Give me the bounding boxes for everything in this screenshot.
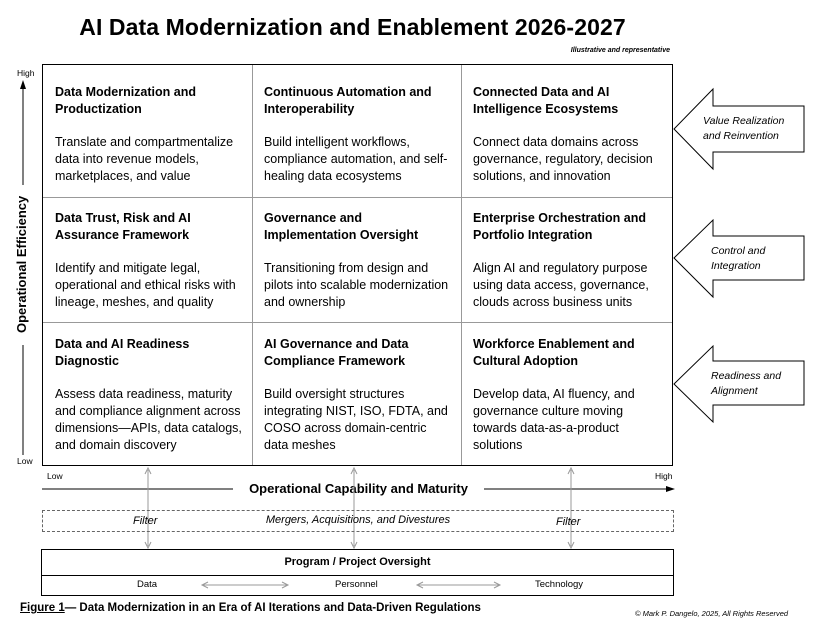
- cell-description: Align AI and regulatory purpose using data access, governance, clouds across business units: [473, 261, 649, 309]
- arrow-label-line: Value Realization: [703, 115, 785, 127]
- cell-heading: Data and AI Readiness Diagnostic: [55, 337, 190, 368]
- figure-label: Figure 1: [20, 602, 65, 614]
- illustrative-note: Illustrative and representative: [570, 47, 670, 54]
- oversight-title: Program / Project Oversight: [284, 556, 431, 568]
- y-axis-low: Low: [17, 456, 33, 466]
- cell-heading: Connected Data and AI Intelligence Ecosystems: [473, 85, 619, 116]
- arrow-label-line: Integration: [711, 260, 761, 272]
- cell-description: Identify and mitigate legal, operational and ethical risks with lineage, meshes, and quality: [55, 261, 236, 309]
- cell-heading: Data Trust, Risk and AI Assurance Framework: [55, 211, 191, 242]
- cell-description: Build intelligent workflows, compliance automation, and self-healing data ecosystems: [264, 135, 448, 183]
- x-axis-label: Operational Capability and Maturity: [249, 481, 468, 496]
- arrow-label-line: Readiness and: [711, 370, 782, 382]
- cell-description: Assess data readiness, maturity and compliance alignment across dimensions—APIs, data catalogs, and domain discovery: [55, 387, 242, 452]
- cell-heading: Workforce Enablement and Cultural Adoption: [473, 337, 635, 368]
- cell-heading: AI Governance and Data Compliance Framework: [264, 337, 409, 368]
- y-axis-label: Operational Efficiency: [14, 195, 29, 333]
- cell-description: Build oversight structures integrating NIST, ISO, FDTA, and COSO across domain-centric data meshes: [264, 387, 448, 452]
- cell-description: Connect data domains across governance, regulatory, decision solutions, and innovation: [473, 135, 653, 183]
- filter-left-label: Filter: [133, 515, 158, 527]
- copyright-notice: © Mark P. Dangelo, 2025, All Rights Reserved: [635, 609, 789, 618]
- filter-center-label: Mergers, Acquisitions, and Divestures: [265, 514, 451, 526]
- figure-caption: [20, 602, 481, 614]
- page-title: AI Data Modernization and Enablement 2026-2027: [79, 14, 626, 40]
- arrow-label-line: Alignment: [711, 385, 758, 397]
- cell-heading: Enterprise Orchestration and Portfolio Integration: [473, 211, 646, 242]
- figure-caption-text: — Data Modernization in an Era of AI Iterations and Data-Driven Regulations: [64, 602, 481, 614]
- oversight-item-data: Data: [137, 579, 158, 590]
- x-axis-low: Low: [47, 471, 63, 481]
- cell-heading: Governance and Implementation Oversight: [264, 211, 419, 242]
- filter-right-label: Filter: [556, 516, 581, 528]
- cell-description: Develop data, AI fluency, and governance culture moving towards data-as-a-product solutions: [473, 387, 635, 452]
- arrow-label-line: Control and: [711, 245, 766, 257]
- x-axis-high: High: [655, 471, 673, 481]
- arrow-label-line: and Reinvention: [703, 130, 779, 142]
- cell-description: Translate and compartmentalize data into revenue models, marketplaces, and value: [55, 135, 234, 183]
- cell-heading: Data Modernization and Productization: [55, 85, 196, 116]
- cell-description: Transitioning from design and pilots into scalable modernization and ownership: [264, 261, 449, 309]
- cell-heading: Continuous Automation and Interoperability: [264, 85, 432, 116]
- oversight-item-technology: Technology: [535, 579, 584, 590]
- oversight-item-personnel: Personnel: [335, 579, 378, 590]
- y-axis-high: High: [17, 68, 35, 78]
